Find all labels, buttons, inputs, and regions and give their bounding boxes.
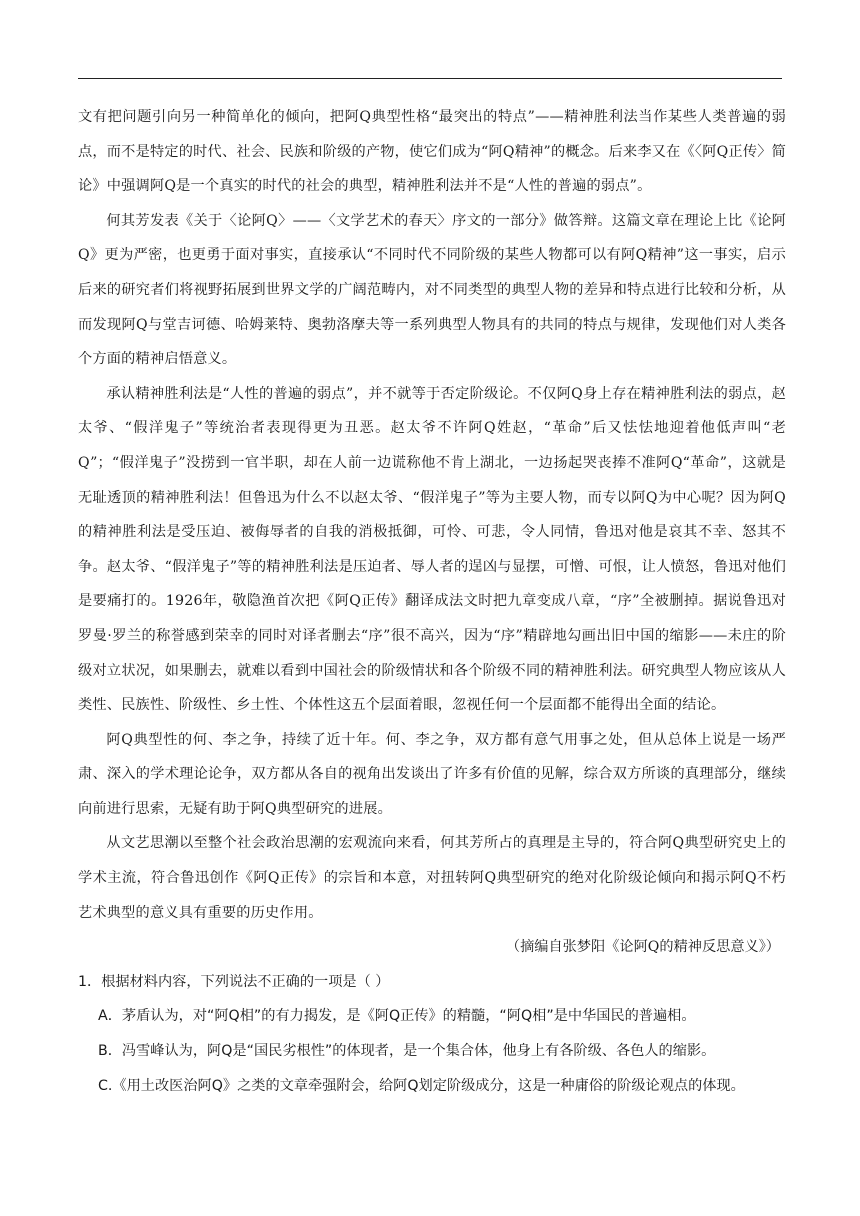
- paragraph-1: 文有把问题引向另一种简单化的倾向，把阿Q典型性格“最突出的特点”——精神胜利法当作某些人类普遍的弱点，而不是特定的时代、社会、民族和阶级的产物，使它们成为“阿Q精神”的概念。后来李又在《〈阿Q正传〉简论》中强调阿Q是一个真实的时代的社会的典型，精神胜利法并不是“人性的普遍的弱点”。: [78, 109, 786, 195]
- header-rule: [78, 78, 782, 79]
- question-block: [78, 965, 786, 1103]
- paragraph-5: 从文艺思潮以至整个社会政治思潮的宏观流向来看，何其芳所占的真理是主导的，符合阿Q典型研究史上的学术主流，符合鲁迅创作《阿Q正传》的宗旨和本意，对扭转阿Q典型研究的绝对化阶级论倾向和揭示阿Q不朽艺术典型的意义具有重要的历史作用。: [78, 835, 786, 921]
- paragraph-3: 承认精神胜利法是“人性的普遍的弱点”，并不就等于否定阶级论。不仅阿Q身上存在精神胜利法的弱点，赵太爷、“假洋鬼子”等统治者表现得更为丑恶。赵太爷不许阿Q姓赵，“革命”后又怯怯地迎着他低声叫“老Q”；“假洋鬼子”没捞到一官半职，却在人前一边谎称他不肯上湖北，一边扬起哭丧捧不准阿Q“革命”，这就是无耻透顶的精神胜利法！但鲁迅为什么不以赵太爷、“假洋鬼子”等为主要人物，而专以阿Q为中心呢？因为阿Q的精神胜利法是受压迫、被侮辱者的自我的消极抵御，可怜、可悲，令人同情，鲁迅对他是哀其不幸、怒其不争。赵太爷、“假洋鬼子”等的精神胜利法是压迫者、辱人者的逞凶与显摆，可憎、可恨，让人愤怒，鲁迅对他们是要痛打的。1926年，敬隐渔首次把《阿Q正传》翻译成法文时把九章变成八章，“序”全被删掉。据说鲁迅对罗曼·罗兰的称誉感到荣幸的同时对译者删去“序”很不高兴，因为“序”精辟地勾画出旧中国的缩影——未庄的阶级对立状况，如果删去，就难以看到中国社会的阶级情状和各个阶级不同的精神胜利法。研究典型人物应该从人类性、民族性、阶级性、乡土性、个体性这五个层面着眼，忽视任何一个层面都不能得出全面的结论。: [78, 385, 786, 714]
- paragraph-4: 阿Q典型性的何、李之争，持续了近十年。何、李之争，双方都有意气用事之处，但从总体上说是一场严肃、深入的学术理论论争，双方都从各自的视角出发谈出了许多有价值的见解，综合双方所谈的真理部分，继续向前进行思索，无疑有助于阿Q典型研究的进展。: [78, 731, 786, 817]
- option-b: B．冯雪峰认为，阿Q是“国民劣根性”的体现者，是一个集合体，他身上有各阶级、各色人的缩影。: [98, 1043, 716, 1060]
- source-citation: （摘编自张梦阳《论阿Q的精神反思意义》）: [505, 939, 780, 956]
- article-body: [78, 100, 786, 1103]
- option-c: C.《用土改医治阿Q》之类的文章牵强附会，给阿Q划定阶级成分，这是一种庸俗的阶级论观点的体现。: [98, 1077, 745, 1094]
- question-stem: 1．根据材料内容，下列说法不正确的一项是（ ）: [78, 973, 390, 990]
- paragraph-2: 何其芳发表《关于〈论阿Q〉——〈文学艺术的春天〉序文的一部分》做答辩。这篇文章在理论上比《论阿Q》更为严密，也更勇于面对事实，直接承认“不同时代不同阶级的某些人物都可以有阿Q精神”这一事实，启示后来的研究者们将视野拓展到世界文学的广阔范畴内，对不同类型的典型人物的差异和特点进行比较和分析，从而发现阿Q与堂吉诃德、哈姆莱特、奥勃洛摩夫等一系列典型人物具有的共同的特点与规律，发现他们对人类各个方面的精神启悟意义。: [78, 212, 786, 368]
- option-a: A．茅盾认为，对“阿Q相”的有力揭发，是《阿Q正传》的精髓，“阿Q相”是中华国民的普遍相。: [98, 1008, 696, 1025]
